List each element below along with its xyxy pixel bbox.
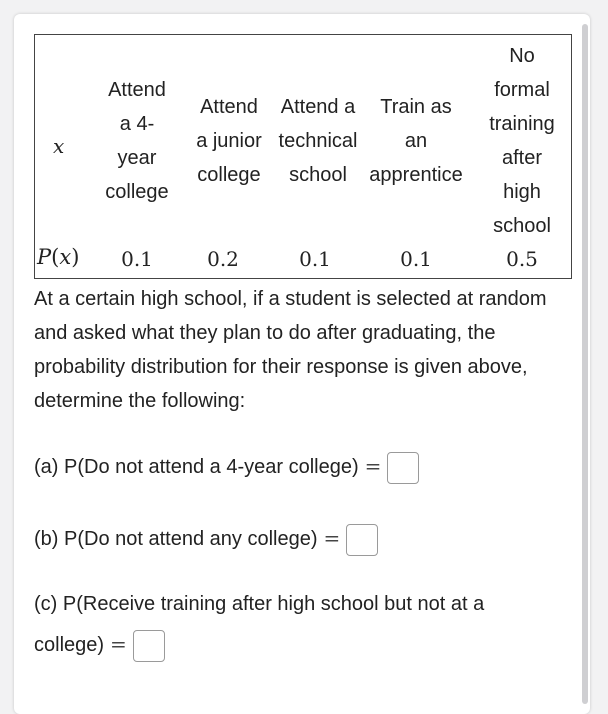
p-of-x-row-label: P(x) bbox=[37, 245, 80, 269]
p-value-attend-junior-college: 0.2 bbox=[207, 247, 239, 271]
p-value-train-as-apprentice: 0.1 bbox=[400, 247, 432, 271]
part-b-label: (b) P(Do not attend any college) bbox=[34, 528, 318, 550]
part-c-label-line2: college) bbox=[34, 634, 105, 656]
question-card bbox=[14, 14, 590, 714]
p-value-attend-technical-school: 0.1 bbox=[299, 247, 331, 271]
p-value-no-formal-training: 0.5 bbox=[506, 247, 538, 271]
header-train-as-apprentice: Train as an apprentice bbox=[369, 96, 463, 186]
part-b bbox=[34, 518, 574, 559]
part-a-label: (a) P(Do not attend a 4-year college) bbox=[34, 456, 359, 478]
part-c-label-line1: (c) P(Receive training after high school but not at a bbox=[34, 593, 485, 615]
part-a-equals: = bbox=[364, 454, 382, 478]
x-column-header: x bbox=[53, 134, 65, 158]
part-c-answer-input[interactable] bbox=[133, 630, 165, 662]
part-b-answer-input[interactable] bbox=[346, 524, 378, 556]
part-c-equals: = bbox=[110, 632, 127, 656]
header-attend-4-year-college: Attend a 4- year college bbox=[105, 79, 169, 203]
p-value-attend-4-year-college: 0.1 bbox=[121, 247, 153, 271]
header-attend-technical-school: Attend a technical school bbox=[278, 96, 358, 186]
part-b-equals: = bbox=[323, 526, 341, 550]
header-attend-junior-college: Attend a junior college bbox=[196, 96, 262, 186]
part-a-answer-input[interactable] bbox=[387, 452, 419, 484]
probability-distribution-table bbox=[34, 34, 572, 279]
part-c bbox=[34, 584, 574, 665]
part-a bbox=[34, 446, 574, 487]
question-text: At a certain high school, if a student is selected at random and asked what they plan to do after graduating, the probability distribution for their response is given above, determine the following: bbox=[34, 288, 547, 412]
scrollbar[interactable] bbox=[582, 24, 588, 704]
header-no-formal-training: No formal training after high school bbox=[489, 45, 555, 237]
